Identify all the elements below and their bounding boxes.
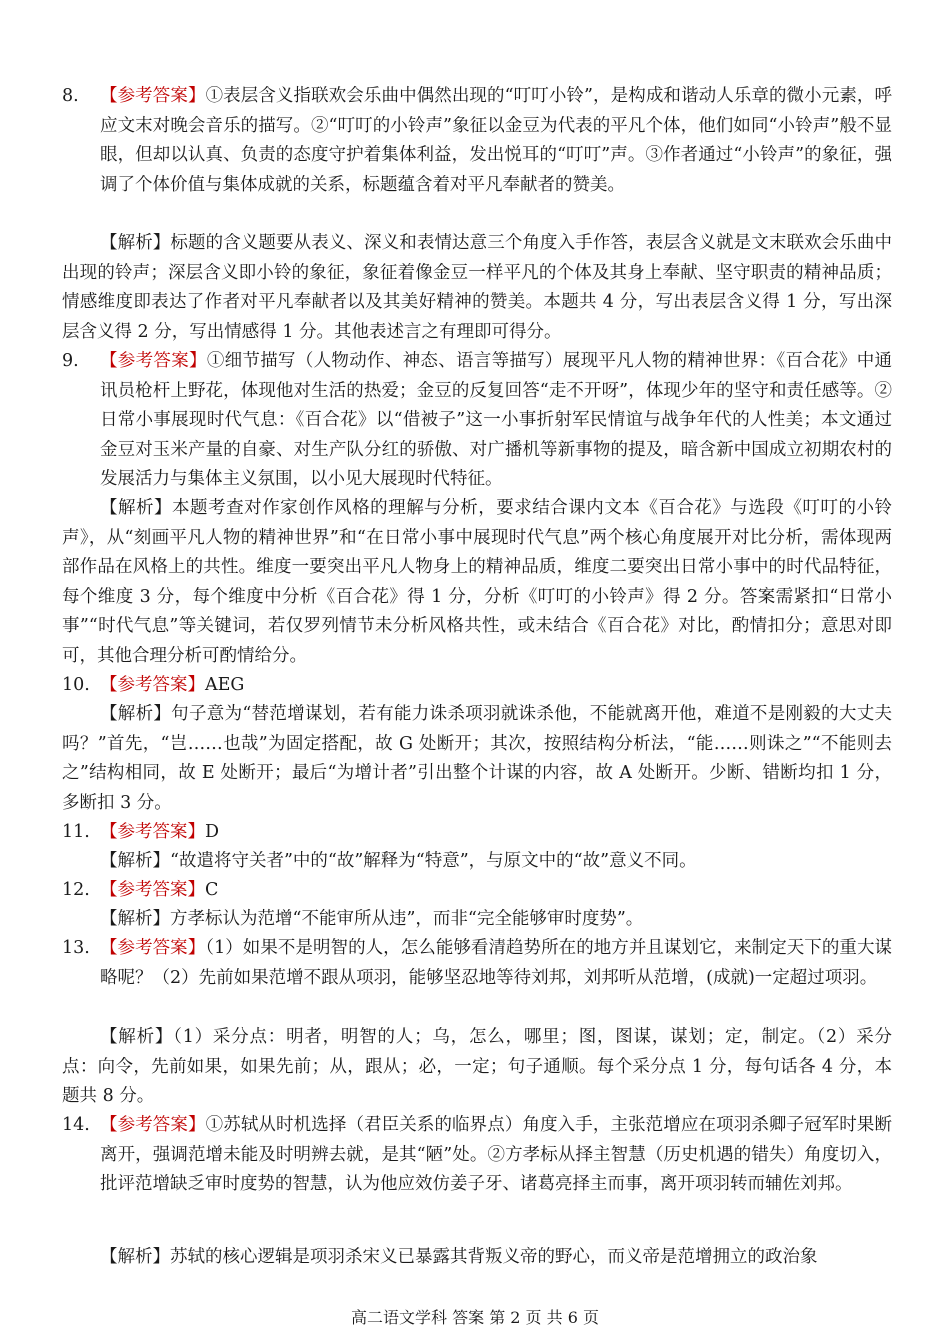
- answer-text: D: [205, 822, 220, 842]
- reference-answer-tag: 【参考答案】: [100, 351, 207, 371]
- answer-text: C: [205, 880, 219, 900]
- question-number: 12.: [62, 880, 90, 900]
- answer-item-8: [62, 82, 892, 200]
- question-number: 9.: [62, 351, 79, 371]
- answer-item-9: [62, 347, 892, 495]
- analysis-13: 【解析】（1）采分点：明者，明智的人；乌，怎么，哪里；图，图谋，谋划；定，制定。（2）采分点：向令，先前如果，如果先前；从，跟从；必，一定；句子通顺。每个采分点 1 分，每句话各 4 分，本题共 8 分。: [62, 1027, 893, 1106]
- reference-answer-tag: 【参考答案】: [100, 675, 205, 695]
- answer-text: AEG: [205, 675, 245, 695]
- answer-item-14: [62, 1111, 892, 1200]
- analysis-10: 【解析】句子意为“替范增谋划，若有能力诛杀项羽就诛杀他，不能就离开他，难道不是刚毅的大丈夫吗？”首先，“岂……也哉”为固定搭配，故 G 处断开；其次，按照结构分析法，“能……则诛之”“不能则去之”结构相同，故 E 处断开；最后“为增计者”引出整个计谋的内容，故 A 处断开。少断、错断均扣 1 分，多断扣 3 分。: [62, 704, 893, 813]
- question-number: 10.: [62, 675, 90, 695]
- answer-item-11: [62, 818, 892, 848]
- reference-answer-tag: 【参考答案】: [100, 86, 206, 106]
- answer-item-10: [62, 671, 892, 701]
- analysis-12: 【解析】方孝标认为范增“不能审所从违”，而非“完全能够审时度势”。: [100, 909, 644, 929]
- reference-answer-tag: 【参考答案】: [100, 938, 206, 958]
- answer-text: （1）如果不是明智的人，怎么能够看清趋势所在的地方并且谋划它，来制定天下的重大谋略呢？（2）先前如果范增不跟从项羽，能够坚忍地等待刘邦，刘邦听从范增，(成就)一定超过项羽。: [100, 938, 892, 988]
- answer-text: ①细节描写（人物动作、神态、语言等描写）展现平凡人物的精神世界：《百合花》中通讯员枪杆上野花，体现他对生活的热爱；金豆的反复回答“走不开呀”，体现少年的坚守和责任感等。②日常小事展现时代气息：《百合花》以“借被子”这一小事折射军民情谊与战争年代的人性美；本文通过金豆对玉米产量的自豪、对生产队分红的骄傲、对广播机等新事物的提及，暗含新中国成立初期农村的发展活力与集体主义氛围，以小见大展现时代特征。: [100, 351, 893, 489]
- reference-answer-tag: 【参考答案】: [100, 822, 205, 842]
- answer-text: ①表层含义指联欢会乐曲中偶然出现的“叮叮小铃”，是构成和谐动人乐章的微小元素，呼应文末对晚会音乐的描写。②“叮叮的小铃声”象征以金豆为代表的平凡个体，他们如同“小铃声”般不显眼，但却以认真、负责的态度守护着集体利益，发出悦耳的“叮叮”声。③作者通过“小铃声”的象征，强调了个体价值与集体成就的关系，标题蕴含着对平凡奉献者的赞美。: [100, 86, 893, 195]
- answer-item-13: [62, 934, 892, 993]
- question-number: 8.: [62, 86, 79, 106]
- reference-answer-tag: 【参考答案】: [100, 1115, 206, 1135]
- page-footer: 高二语文学科 答案 第 2 页 共 6 页: [351, 1308, 599, 1327]
- question-number: 14.: [62, 1115, 90, 1135]
- question-number: 13.: [62, 938, 90, 958]
- analysis-14: 【解析】苏轼的核心逻辑是项羽杀宋义已暴露其背叛义帝的野心，而义帝是范增拥立的政治象: [100, 1247, 818, 1267]
- answer-text: ①苏轼从时机选择（君臣关系的临界点）角度入手，主张范增应在项羽杀卿子冠军时果断离开，强调范增未能及时明辨去就，是其“陋”处。②方孝标从择主智慧（历史机遇的错失）角度切入，批评范增缺乏审时度势的智慧，认为他应效仿姜子牙、诸葛亮择主而事，离开项羽转而辅佐刘邦。: [100, 1115, 893, 1194]
- question-number: 11.: [62, 822, 90, 842]
- analysis-9: 【解析】本题考查对作家创作风格的理解与分析，要求结合课内文本《百合花》与选段《叮叮的小铃声》，从“刻画平凡人物的精神世界”和“在日常小事中展现时代气息”两个核心角度展开对比分析，需体现两部作品在风格上的共性。维度一要突出平凡人物身上的精神品质，维度二要突出日常小事中的时代品特征，每个维度 3 分，每个维度中分析《百合花》得 1 分，分析《叮叮的小铃声》得 2 分。答案需紧扣“日常小事”“时代气息”等关键词，若仅罗列情节未分析风格共性，或未结合《百合花》对比，酌情扣分；意思对即可，其他合理分析可酌情给分。: [62, 498, 892, 666]
- reference-answer-tag: 【参考答案】: [100, 880, 205, 900]
- analysis-11: 【解析】“故遣将守关者”中的“故”解释为“特意”，与原文中的“故”意义不同。: [100, 851, 697, 871]
- answer-item-12: [62, 876, 892, 906]
- analysis-8: 【解析】标题的含义题要从表义、深义和表情达意三个角度入手作答，表层含义就是文末联欢会乐曲中出现的铃声；深层含义即小铃的象征，象征着像金豆一样平凡的个体及其身上奉献、坚守职责的精神品质；情感维度即表达了作者对平凡奉献者以及其美好精神的赞美。本题共 4 分，写出表层含义得 1 分，写出深层含义得 2 分，写出情感得 1 分。其他表述言之有理即可得分。: [62, 233, 892, 342]
